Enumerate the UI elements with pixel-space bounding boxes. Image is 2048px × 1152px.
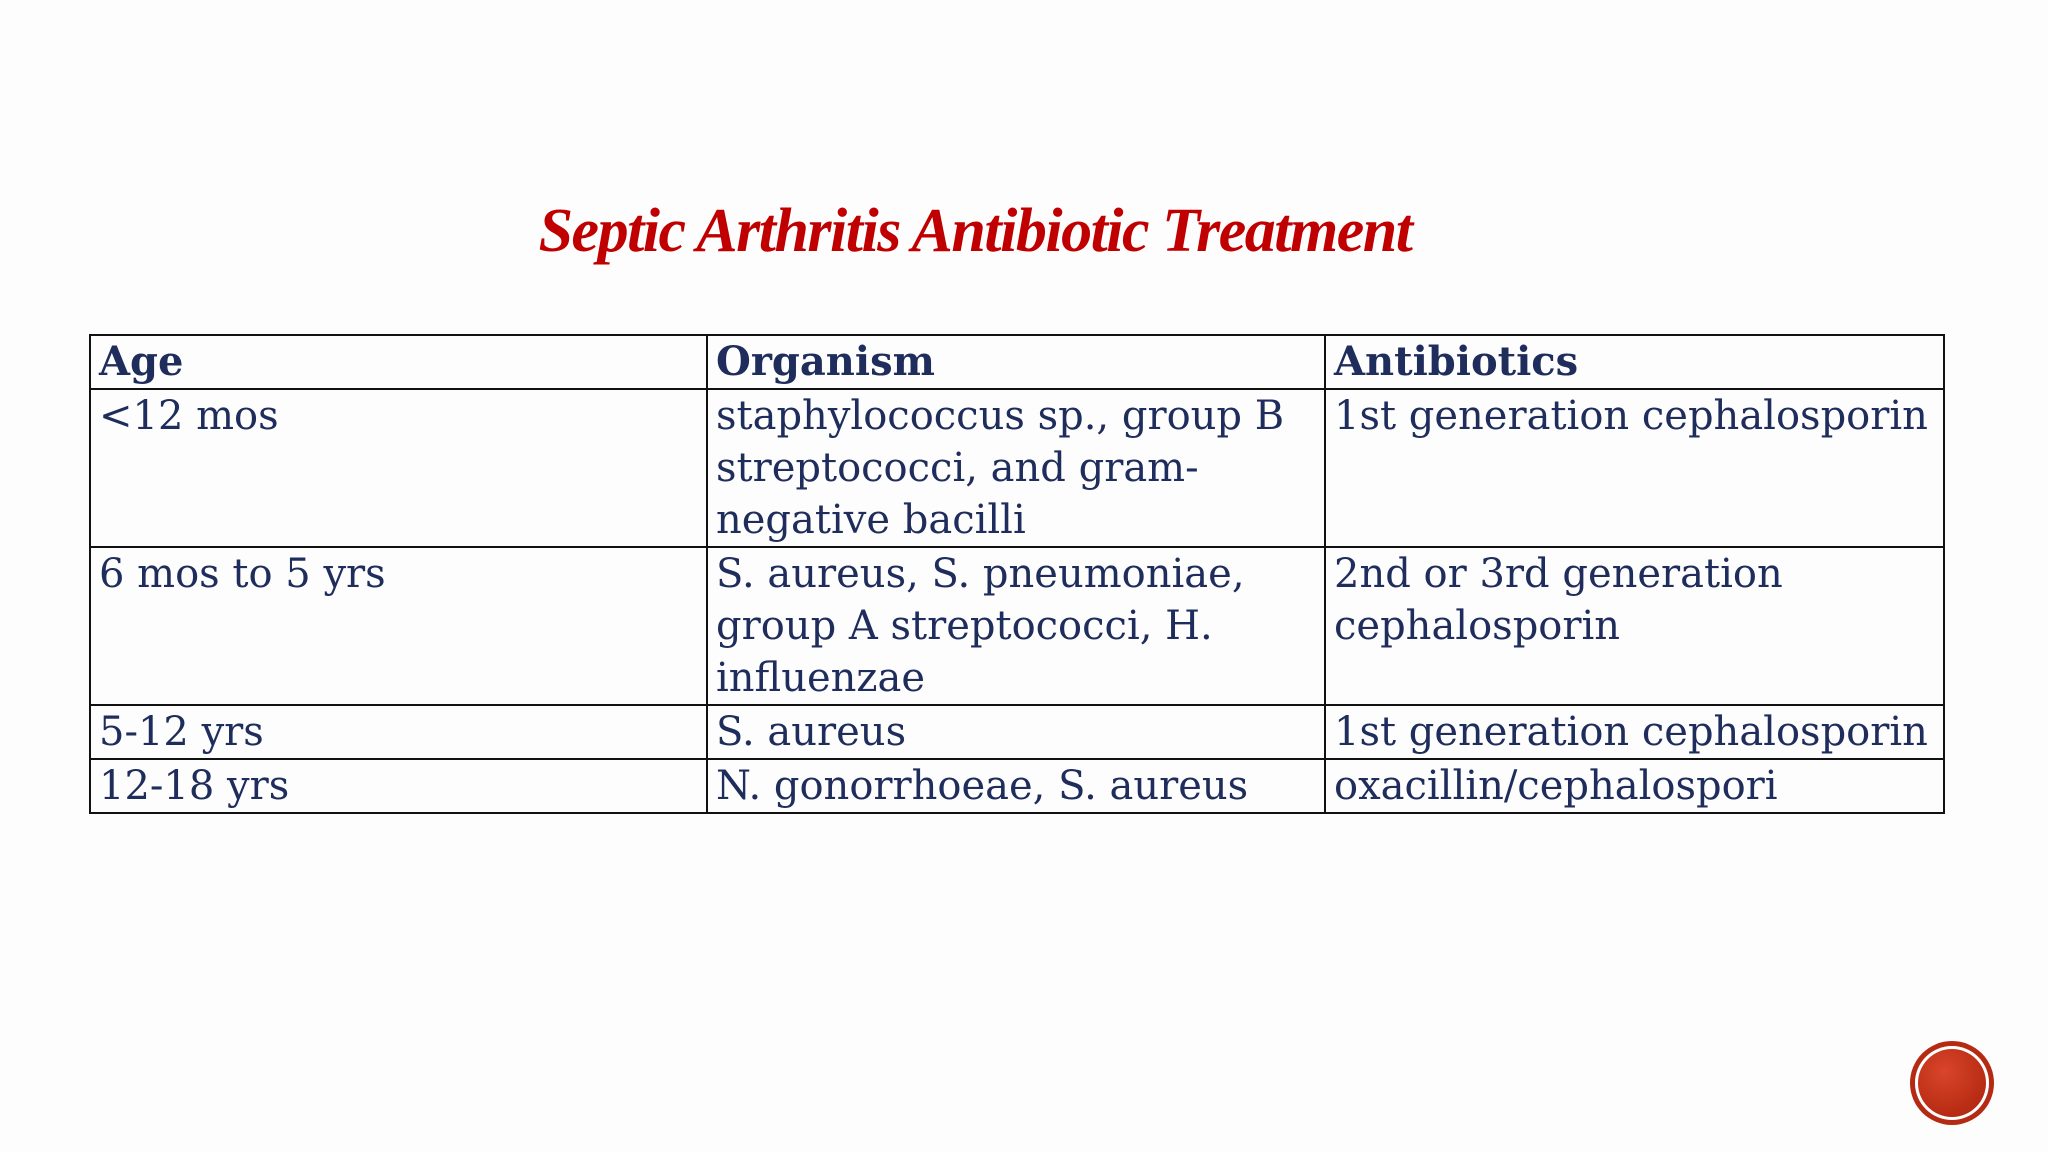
header-organism: Organism (707, 335, 1325, 389)
table-row (90, 759, 1944, 813)
cell-organism: S. aureus, S. pneumoniae, group A streptococci, H. influenzae (707, 547, 1325, 705)
cell-organism: staphylococcus sp., group B streptococci, and gram-negative bacilli (707, 389, 1325, 547)
cell-age: <12 mos (90, 389, 707, 547)
table-header-row (90, 335, 1944, 389)
slide-title: Septic Arthritis Antibiotic Treatment (538, 197, 1412, 265)
treatment-table (89, 334, 1945, 814)
table-row (90, 389, 1944, 547)
cell-organism: N. gonorrhoeae, S. aureus (707, 759, 1325, 813)
header-antibiotics: Antibiotics (1325, 335, 1944, 389)
cell-age: 6 mos to 5 yrs (90, 547, 707, 705)
cell-antibiotics: 2nd or 3rd generation cephalosporin (1325, 547, 1944, 705)
cell-antibiotics: 1st generation cephalosporin (1325, 389, 1944, 547)
table-row (90, 705, 1944, 759)
cell-age: 5-12 yrs (90, 705, 707, 759)
slide-nav-button[interactable] (1915, 1046, 1989, 1120)
cell-organism: S. aureus (707, 705, 1325, 759)
table-row (90, 547, 1944, 705)
cell-age: 12-18 yrs (90, 759, 707, 813)
header-age: Age (90, 335, 707, 389)
cell-antibiotics: oxacillin/cephalospori (1325, 759, 1944, 813)
cell-antibiotics: 1st generation cephalosporin (1325, 705, 1944, 759)
